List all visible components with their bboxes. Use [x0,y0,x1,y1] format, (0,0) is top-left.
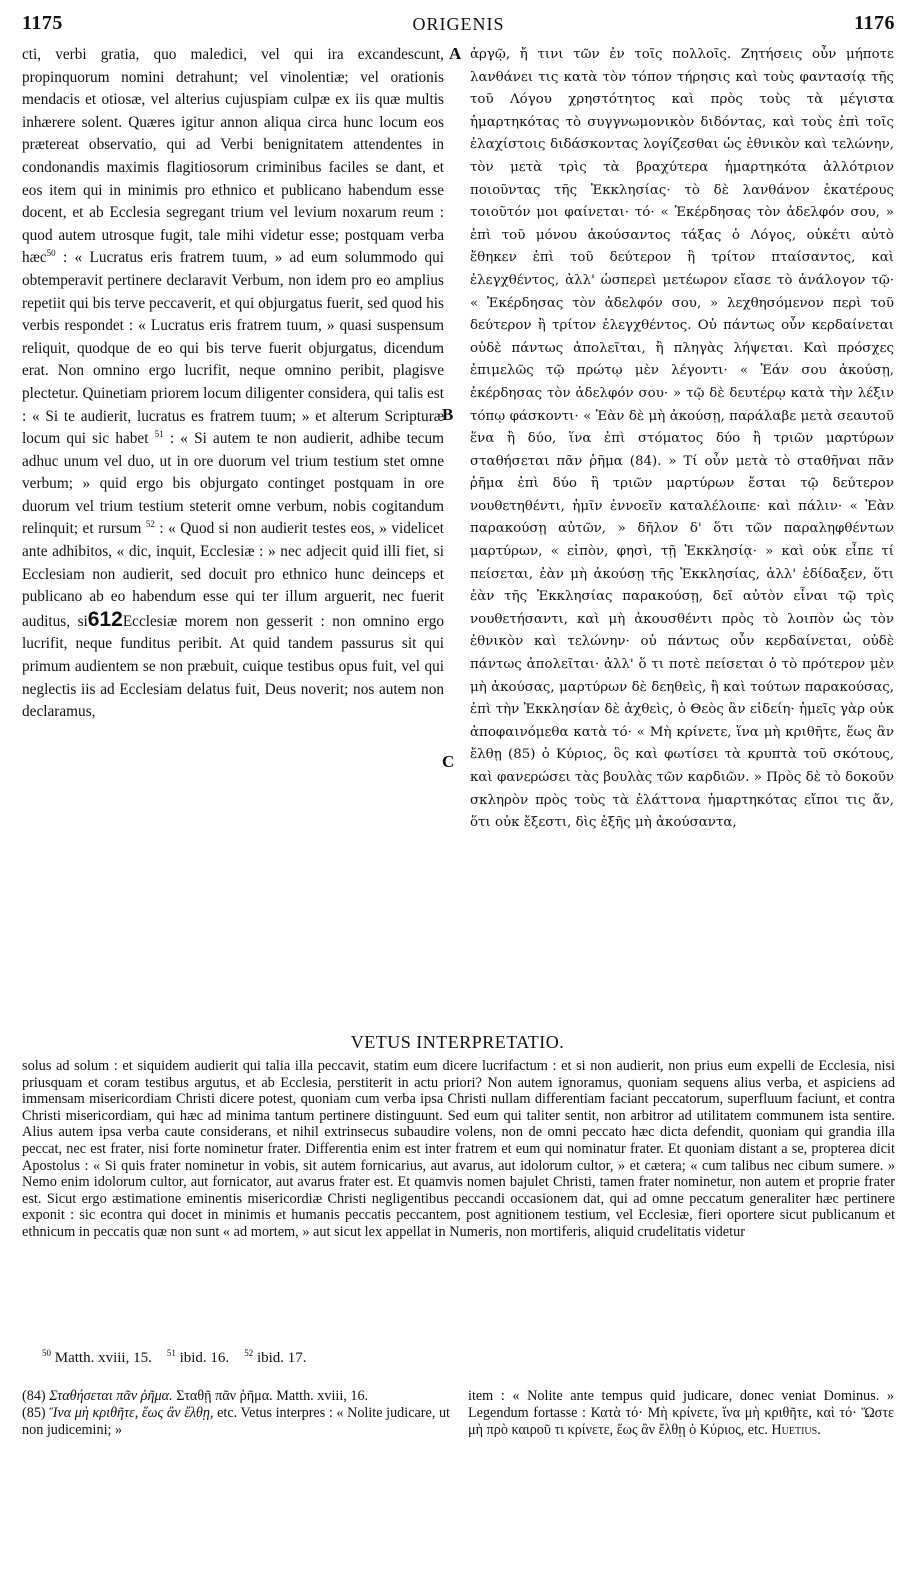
note-85 [22,1405,450,1439]
ref-number: 50 [42,1348,51,1358]
column-marker-a: A [449,44,462,63]
ref-number: 51 [166,1348,176,1358]
latin-text-4: : « Quod si non audierit testes eos, » videlicet ante adhibitos, « dic, inquit, Ecclesiæ : » nec adjecit quid illi fiet, si Ecclesiam non audierit, sed docuit pro ethnico hunc deinceps et publicano ab eo habendum esse qui ter illum arguerit, nec fuerit auditus, si [22,520,444,630]
footnote-ref-52: 52 [145,519,155,530]
ref-text: Matth. xviii, 15. [54,1350,152,1366]
footnote-ref-51: 51 [154,429,164,439]
page-header [22,10,895,40]
page-number-left: 1175 [22,12,63,34]
note-signature: Huetius. [771,1422,821,1438]
note-lemma: Ἵνα μὴ κριθῆτε, ἕως ἂν ἔλθῃ, [49,1405,214,1421]
greek-paragraph: ἀργῷ, ἤ τινι τῶν ἐν τοῖς πολλοῖς. Ζητήσεις οὖν μήποτε λανθάνει τις κατὰ τὸν τόπον τήρησις καὶ τοὺς φαντασίᾳ τῆς τοῦ Λόγου χρηστότητος καὶ πρὸς τοὺς τὰ μέγιστα ἡμαρτηκότας τὸ συγγνωμονικὸν διδόντας, καὶ τοὺς ἐπὶ τοῖς ἐλαχίστοις διδάσκοντας λογίζεσθαι ὡς ἐθνικὸν καὶ τελώνην, τὸν μετὰ τρὶς τὰ βραχύτερα ἡμαρτηκότα ἀλλότριον ποιοῦντας τῆς Ἐκκλησίας· τὸ δὲ λανθάνον ἑκατέρους τοιοῦτόν μοι φαίνεται· τό· « Ἐκέρδησας τὸν ἀδελφόν σου, » ἐπὶ τοῦ μόνου ἀκούσαντος τάξας ὁ Λόγος, οὐκέτι αὐτὸ ἔθηκεν ἐπὶ τοῦ δεύτερον ἢ τρίτον πταίσαντος, καὶ ἐλεγχθέντος, ἀλλ' ὡσπερεὶ μετέωρον εἴασε τὸ ἀνάλογον τῷ· « Ἐκέρδησας τὸν ἀδελφόν σου, » λεχθησόμενον περὶ τοῦ δεύτερον ἢ τρίτον ἐλεγχθέντος. Οὐ πάντως οὖν κερδαίνεται οὐδὲ πάντως ἀπολεῖται, ἢ πληγὰς λήψεται. Καὶ πρόσχες ἐπιμελῶς τῷ πρώτῳ μὲν λέγοντι· « Ἐάν σου ἀκούσῃ, ἐκέρδησας τὸν ἀδελφόν σου· » τῷ δὲ δευτέρῳ κατὰ τὴν λέξιν τόπῳ φάσκοντι· « Ἐὰν δὲ μὴ ἀκούσῃ, παράλαβε μετὰ σεαυτοῦ ἕνα ἢ δύο, ἵνα ἐπὶ στόματος δύο ἢ τριῶν μαρτύρων σταθήσεται πᾶν ῥῆμα (84). » Τί οὖν μετὰ τὸ σταθῆναι πᾶν ῥῆμα ἐπὶ δύο ἢ τριῶν μαρτύρων ἔσται τῷ δεύτερον νουθετηθέντι, ἡμῖν ἐννοεῖν καταλέλοιπε· καὶ πάλιν· « Ἐὰν παρακούσῃ αὐτῶν, » δῆλον δ' ὅτι τῶν παραληφθέντων μαρτύρων, « εἰπὸν, φησὶ, τῇ Ἐκκλησίᾳ· » καὶ οὐκ εἶπε τί πείσεται, ἐὰν μὴ ἀκούσῃ τῆς Ἐκκλησίας, ἀλλ' ἐδίδαξεν, ὅτι ἐὰν τῆς Ἐκκλησίας παρακούσῃ, δεῖ αὐτὸν εἶναι τῷ τρὶς νουθετήσαντι, καὶ μὴ ἀκουσθέντι πρὸς τὸ λοιπὸν ὡς τὸν ἐθνικὸν καὶ τελώνην· οὐ πάντως οὖν κερδαίνεται, οὐδὲ πάντως ἀπολεῖται· ἀλλ' ὅ τι ποτὲ πείσεται ὁ τὸ πρότερον μὲν μὴ ἀκούσας, μαρτύρων δὲ δεηθεὶς, ἢ καὶ τούτων παρακούσας, ἐπὶ τὴν Ἐκκλησίαν δὲ ἀχθεὶς, ὁ Θεὸς ἂν εἰδείη· ἡμεῖς γὰρ οὐκ ἀποφαινόμεθα κατὰ τό· « Μὴ κρίνετε, ἵνα μὴ κριθῆτε, ἕως ἂν ἔλθῃ (85) ὁ Κύριος, ὃς καὶ φωτίσει τὰ κρυπτὰ τοῦ σκότους, καὶ φανερώσει τὰς βουλὰς τῶν καρδιῶν. » Πρὸς δὲ τὸ δοκοῦν σκληρὸν πρὸς τοὺς τὰ ἐλάττονα ἡμαρτηκότας εἴποι τις ἄν, ὅτι οὐκ ἔξεστι, δὶς ἑξῆς μὴ ἀκούσαντα, [470,47,894,831]
note-text: item : « Nolite ante tempus quid judicare, donec veniat Dominus. » Legendum fortasse : Κατὰ τό· Μὴ κρίνετε, ἵνα μὴ κριθῆτε, καὶ τό· Ὥστε μὴ πρὸ καιροῦ τι κρίνετε, ἕως ἂν ἔλθῃ ὁ Κύριος, etc. [468,1388,894,1438]
greek-column [470,44,894,835]
ref-text: ibid. 17. [256,1350,307,1366]
running-title: ORIGENIS [412,14,505,34]
ref-text: ibid. 16. [179,1350,230,1366]
note-text: Σταθῇ πᾶν ῥῆμα. Matth. xviii, 16. [176,1388,369,1404]
latin-column [22,44,444,724]
notes-right-column [468,1388,894,1439]
page-number-right: 1176 [854,12,895,34]
latin-text-1: cti, verbi gratia, quo maledici, vel qui ira excandescunt, propinquorum nomini detrahunt; vel vinolentiæ; vel orationis mendacis et otiosæ, vel alterius cujuspiam culpæ ex iis quæ multis inhærere solent. Quæres igitur annon aliqua circa hunc locum eos prætereat observatio, qui ad Verbi benignitatem attendentes in condonandis maximis flagitiosorum criminibus faciles se dant, et eos item qui in minimis pro ethnico et publicano habendum esse docent, et ab Ecclesia segregant trium vel levium noxarum reum : quod autem utrosque fugit, tale mihi videtur esse; postquam verba hæc [22,46,444,267]
migne-column-number: 612 [87,607,123,631]
note-84 [22,1388,450,1405]
note-85-continued [468,1388,894,1439]
scripture-references [42,1350,307,1367]
latin-text-2: : « Lucratus eris fratrem tuum, » ad eum solummodo qui obtemperavit pertinere declaravit Verbum, non idem pro eo amplius repetiit qui bis terve peccaverit, et qui objurgatus fuerit, sed quod his verbis respondet : « Lucratus eris fratrem tuum, » quasi suspensum reliquit, quodque de eo qui bis terve fuerit objurgatus, dicendum erat. Non omnino ergo lucrifit, neque omnino peribit, plagisve plectetur. Quinetiam priorem locum diligenter considera, qui talis est : « Si te audierit, lucratus es fratrem tuum; » et alterum Scripturæ locum qui sic habet [22,249,445,448]
latin-text-5: Ecclesiæ morem non gesserit : non omnino ergo lucrifit, neque funditus peribit. At quid tandem passurus sit qui primum audientem se non præbuit, cuique testibus opus fuit, vel qui neglectis iis ad Ecclesiam delatus fuit, Deus noverit; nos autem non declaramus, [22,612,444,721]
notes-left-column [22,1388,450,1439]
vetus-interpretatio-text: solus ad solum : et siquidem audierit qui talia illa peccavit, statim eum dicere lucrifactum : et si non audierit, non prius eum expelli de Ecclesia, nisi priusquam et coram testibus argutus, et ab Ecclesia, perstiterit in actu priori? Non autem ignoramus, quoniam sequens alius verba, et aspiciens ad immensam misericordiam Christi dicere potest, quoniam cum verba ipsa Christi nullam differentiam faciant peccatorum, superfluum faciunt, et contra Christi misericordiam, qui hæc ad minima tantum pertinere distinguunt. Sed eum qui taliter sentit, non arbitror ad utilitatem communem ista sentire. Alius autem ipsa verba caute considerans, et nihil extrinsecus subaudire volens, non de omni peccato hæc dicta defendit, quoniam qui grandia illa peccat, nec est frater, nisi forte nominetur frater. Differentia enim est inter fratrem et eum qui nominatur frater. Et quoniam distant a se, propterea dicit Apostolus : « Si quis frater nominetur in vobis, sit autem fornicarius, aut avarus, aut idolorum cultor, » et cætera; « cum talibus nec cibum sumere. » Nemo enim idolorum cultor, aut fornicator, aut avarus frater est. Et quamvis nomen bajulet Christi, tamen frater nominetur, non autem et proprie frater est. Sicut ergo æstimatione eminentis misericordiæ Christi negligentibus peccandi occasionem dat, qui ad omne peccatum generaliter hæc pertinere exponit : sic econtra qui docet in minimis et humanis peccatis peccantem, post agnitionem testium, vel Ecclesiæ, fieri oportere sicut publicanum et ethnicum in peccatis quæ non sunt « ad mortem, » aut sicut lex appellat in Numeris, non mortiferis, aliquid crudelitatis videtur [22,1058,895,1240]
column-marker-c: C [442,752,455,771]
ref-number: 52 [244,1348,254,1358]
note-label: (85) [22,1405,46,1421]
note-text: etc. Vetus interpres : « Nolite judicare, ut non judicemini; » [22,1405,450,1438]
footnote-ref-50: 50 [46,248,56,259]
latin-text-3: : « Si autem te non audierit, adhibe tecum adhuc unum vel duo, ut in ore duorum vel trium testium stet omne verbum; » quid ergo bis objurgato continget postquam in ore duorum vel trium testium steterit omne verbum, nobis cogitandum relinquit; et rursum [22,430,444,538]
latin-paragraph [22,44,444,724]
column-marker-b: B [442,405,454,424]
note-label: (84) [22,1388,46,1404]
vetus-interpretatio-title: VETUS INTERPRETATIO. [350,1032,565,1052]
note-lemma: Σταθήσεται πᾶν ῥῆμα. [49,1388,173,1404]
